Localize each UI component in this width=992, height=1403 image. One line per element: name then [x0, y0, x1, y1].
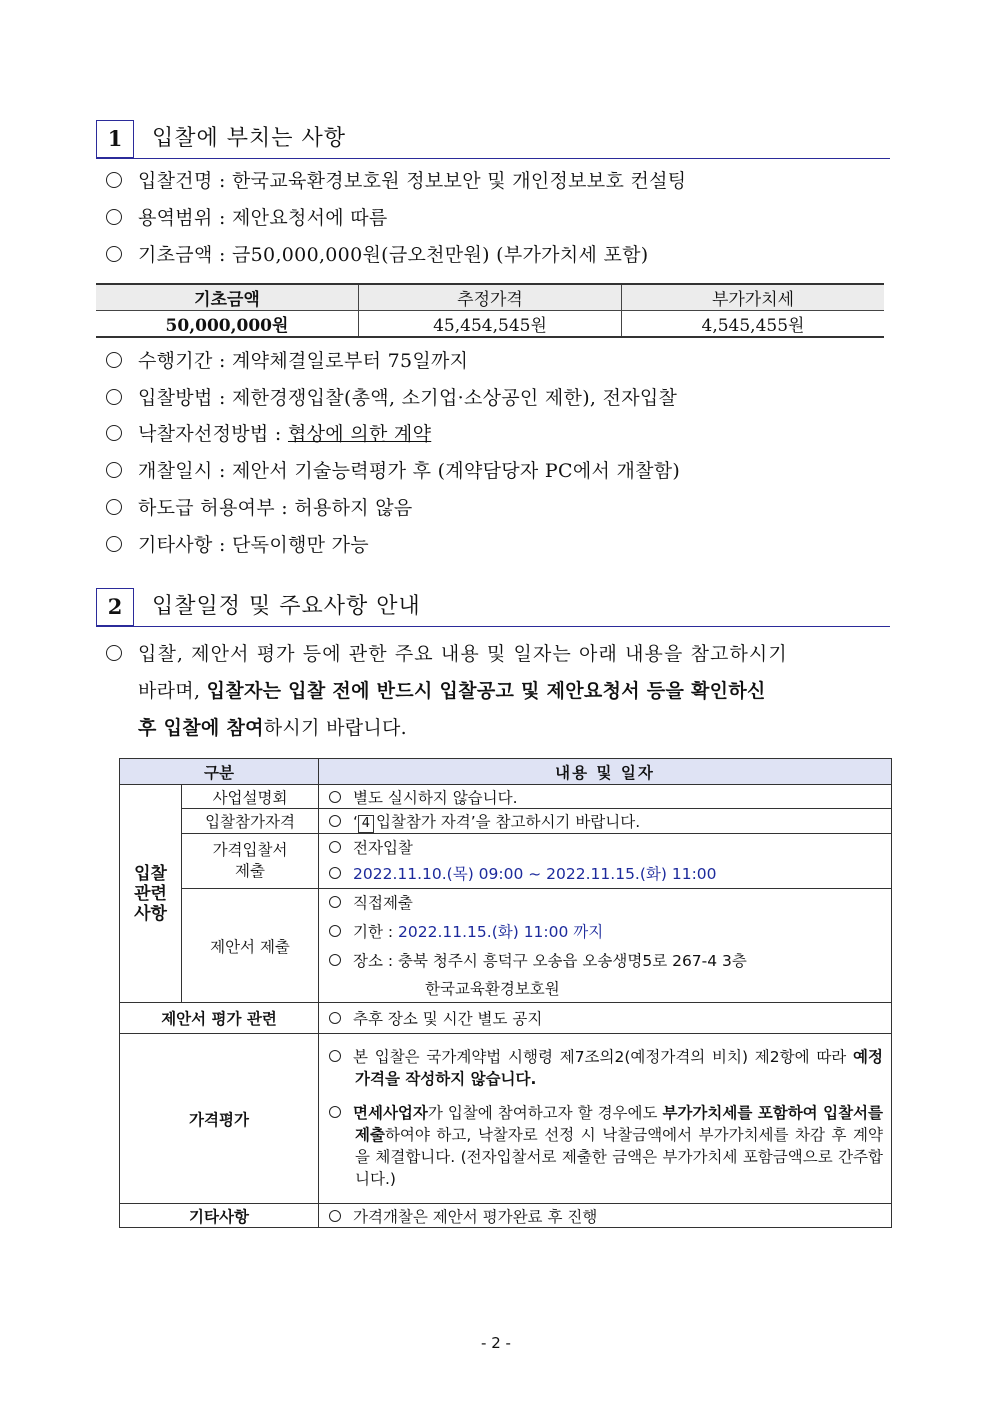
content-price-eval: 본 입찰은 국가계약법 시행령 제7조의2(예정가격의 비치) 제2항에 따라 예정가격을 작성하지 않습니다. 면세사업자가 입찰에 참여하고자 할 경우에도 부가가치세를 포함하여 입찰서를 제출하여야 하고, 낙찰자로 선정 시 낙찰금액에서 부가가치세를 차감 후 계약을 체결합니다. (전자입찰서로 제출한 금액은 부가가치세 포함금액으로 간주합니다.) [319, 1034, 892, 1204]
label-briefing: 사업설명회 [182, 785, 319, 809]
circle-bullet-icon [106, 209, 122, 225]
label-proposal: 제안서 제출 [182, 889, 319, 1003]
section-1-number: 1 [96, 120, 134, 158]
row-etc [120, 1204, 892, 1228]
label-qualification: 입찰참가자격 [182, 809, 319, 834]
section-2-heading [96, 588, 890, 627]
item-selection-method: 낙찰자선정방법 : 협상에 의한 계약 [106, 419, 431, 449]
schedule-header-category: 구분 [120, 759, 319, 785]
circle-bullet-icon [106, 172, 122, 188]
price-value-base: 50,000,000원 [96, 311, 359, 338]
circle-bullet-icon [329, 841, 341, 853]
content-etc: 가격개찰은 제안서 평가완료 후 진행 [319, 1204, 892, 1228]
item-etc: 기타사항 : 단독이행만 가능 [106, 530, 369, 560]
schedule-header-row [120, 759, 892, 785]
section-2-title: 입찰일정 및 주요사항 안내 [152, 594, 421, 619]
content-price-bid: 전자입찰 2022.11.10.(목) 09:00 ~ 2022.11.15.(화) 11:00 [319, 834, 892, 889]
circle-bullet-icon [329, 867, 341, 879]
circle-bullet-icon [329, 791, 341, 803]
circle-bullet-icon [329, 954, 341, 966]
schedule-header-content: 내용 및 일자 [319, 759, 892, 785]
item-period: 수행기간 : 계약체결일로부터 75일까지 [106, 346, 468, 376]
circle-bullet-icon [106, 425, 122, 441]
row-proposal [120, 889, 892, 1003]
content-qualification: ‘ 4 입찰참가 자격’을 참고하시기 바랍니다. [319, 809, 892, 834]
intro-line-1: 입찰, 제안서 평가 등에 관한 주요 내용 및 일자는 아래 내용을 참고하시기 [106, 639, 788, 669]
boxed-number-4: 4 [358, 815, 374, 833]
content-briefing: 별도 실시하지 않습니다. [319, 785, 892, 809]
circle-bullet-icon [106, 536, 122, 552]
label-price-eval: 가격평가 [120, 1034, 319, 1204]
section-2-number: 2 [96, 588, 134, 626]
label-etc: 기타사항 [120, 1204, 319, 1228]
row-price-eval [120, 1034, 892, 1204]
item-opening-date: 개찰일시 : 제안서 기술능력평가 후 (계약담당자 PC에서 개찰함) [106, 456, 680, 486]
circle-bullet-icon [329, 815, 341, 827]
price-value-estimated: 45,454,545원 [359, 311, 622, 338]
row-evaluation [120, 1003, 892, 1034]
circle-bullet-icon [329, 925, 341, 937]
price-table [96, 283, 884, 338]
schedule-table [119, 758, 892, 1228]
circle-bullet-icon [106, 462, 122, 478]
item-subcontract: 하도급 허용여부 : 허용하지 않음 [106, 493, 413, 523]
item-bid-name: 입찰건명 : 한국교육환경보호원 정보보안 및 개인정보보호 컨설팅 [106, 166, 686, 196]
circle-bullet-icon [106, 246, 122, 262]
circle-bullet-icon [106, 389, 122, 405]
item-bid-method: 입찰방법 : 제한경쟁입찰(총액, 소기업·소상공인 제한), 전자입찰 [106, 383, 677, 413]
intro-line-3: 후 입찰에 참여하시기 바랍니다. [138, 717, 408, 739]
label-price-bid: 가격입찰서 제출 [182, 834, 319, 889]
item-service-scope: 용역범위 : 제안요청서에 따름 [106, 203, 388, 233]
circle-bullet-icon [106, 352, 122, 368]
content-evaluation: 추후 장소 및 시간 별도 공지 [319, 1003, 892, 1034]
circle-bullet-icon [329, 1050, 341, 1062]
label-evaluation: 제안서 평가 관련 [120, 1003, 319, 1034]
row-briefing [120, 785, 892, 809]
content-proposal: 직접제출 기한 : 2022.11.15.(화) 11:00 까지 장소 : 충북 청주시 흥덕구 오송읍 오송생명5로 267-4 3층 한국교육환경보호원 [319, 889, 892, 1003]
page-number: - 2 - [481, 1334, 511, 1352]
circle-bullet-icon [329, 1106, 341, 1118]
section-1-title: 입찰에 부치는 사항 [152, 126, 347, 151]
price-header-base: 기초금액 [96, 284, 359, 311]
price-header-estimated: 추정가격 [359, 284, 622, 311]
row-price-bid [120, 834, 892, 889]
row-qualification [120, 809, 892, 834]
section-1-heading [96, 120, 890, 159]
group-bid-related: 입찰 관련 사항 [120, 785, 182, 1003]
circle-bullet-icon [329, 896, 341, 908]
price-table-header [96, 284, 884, 311]
intro-line-2: 바라며, 입찰자는 입찰 전에 반드시 입찰공고 및 제안요청서 등을 확인하신 [138, 680, 766, 702]
circle-bullet-icon [106, 499, 122, 515]
item-base-amount: 기초금액 : 금50,000,000원(금오천만원) (부가가치세 포함) [106, 240, 649, 270]
price-value-vat: 4,545,455원 [622, 311, 885, 338]
circle-bullet-icon [329, 1210, 341, 1222]
circle-bullet-icon [106, 645, 122, 661]
price-table-row [96, 311, 884, 338]
price-header-vat: 부가가치세 [622, 284, 885, 311]
circle-bullet-icon [329, 1012, 341, 1024]
